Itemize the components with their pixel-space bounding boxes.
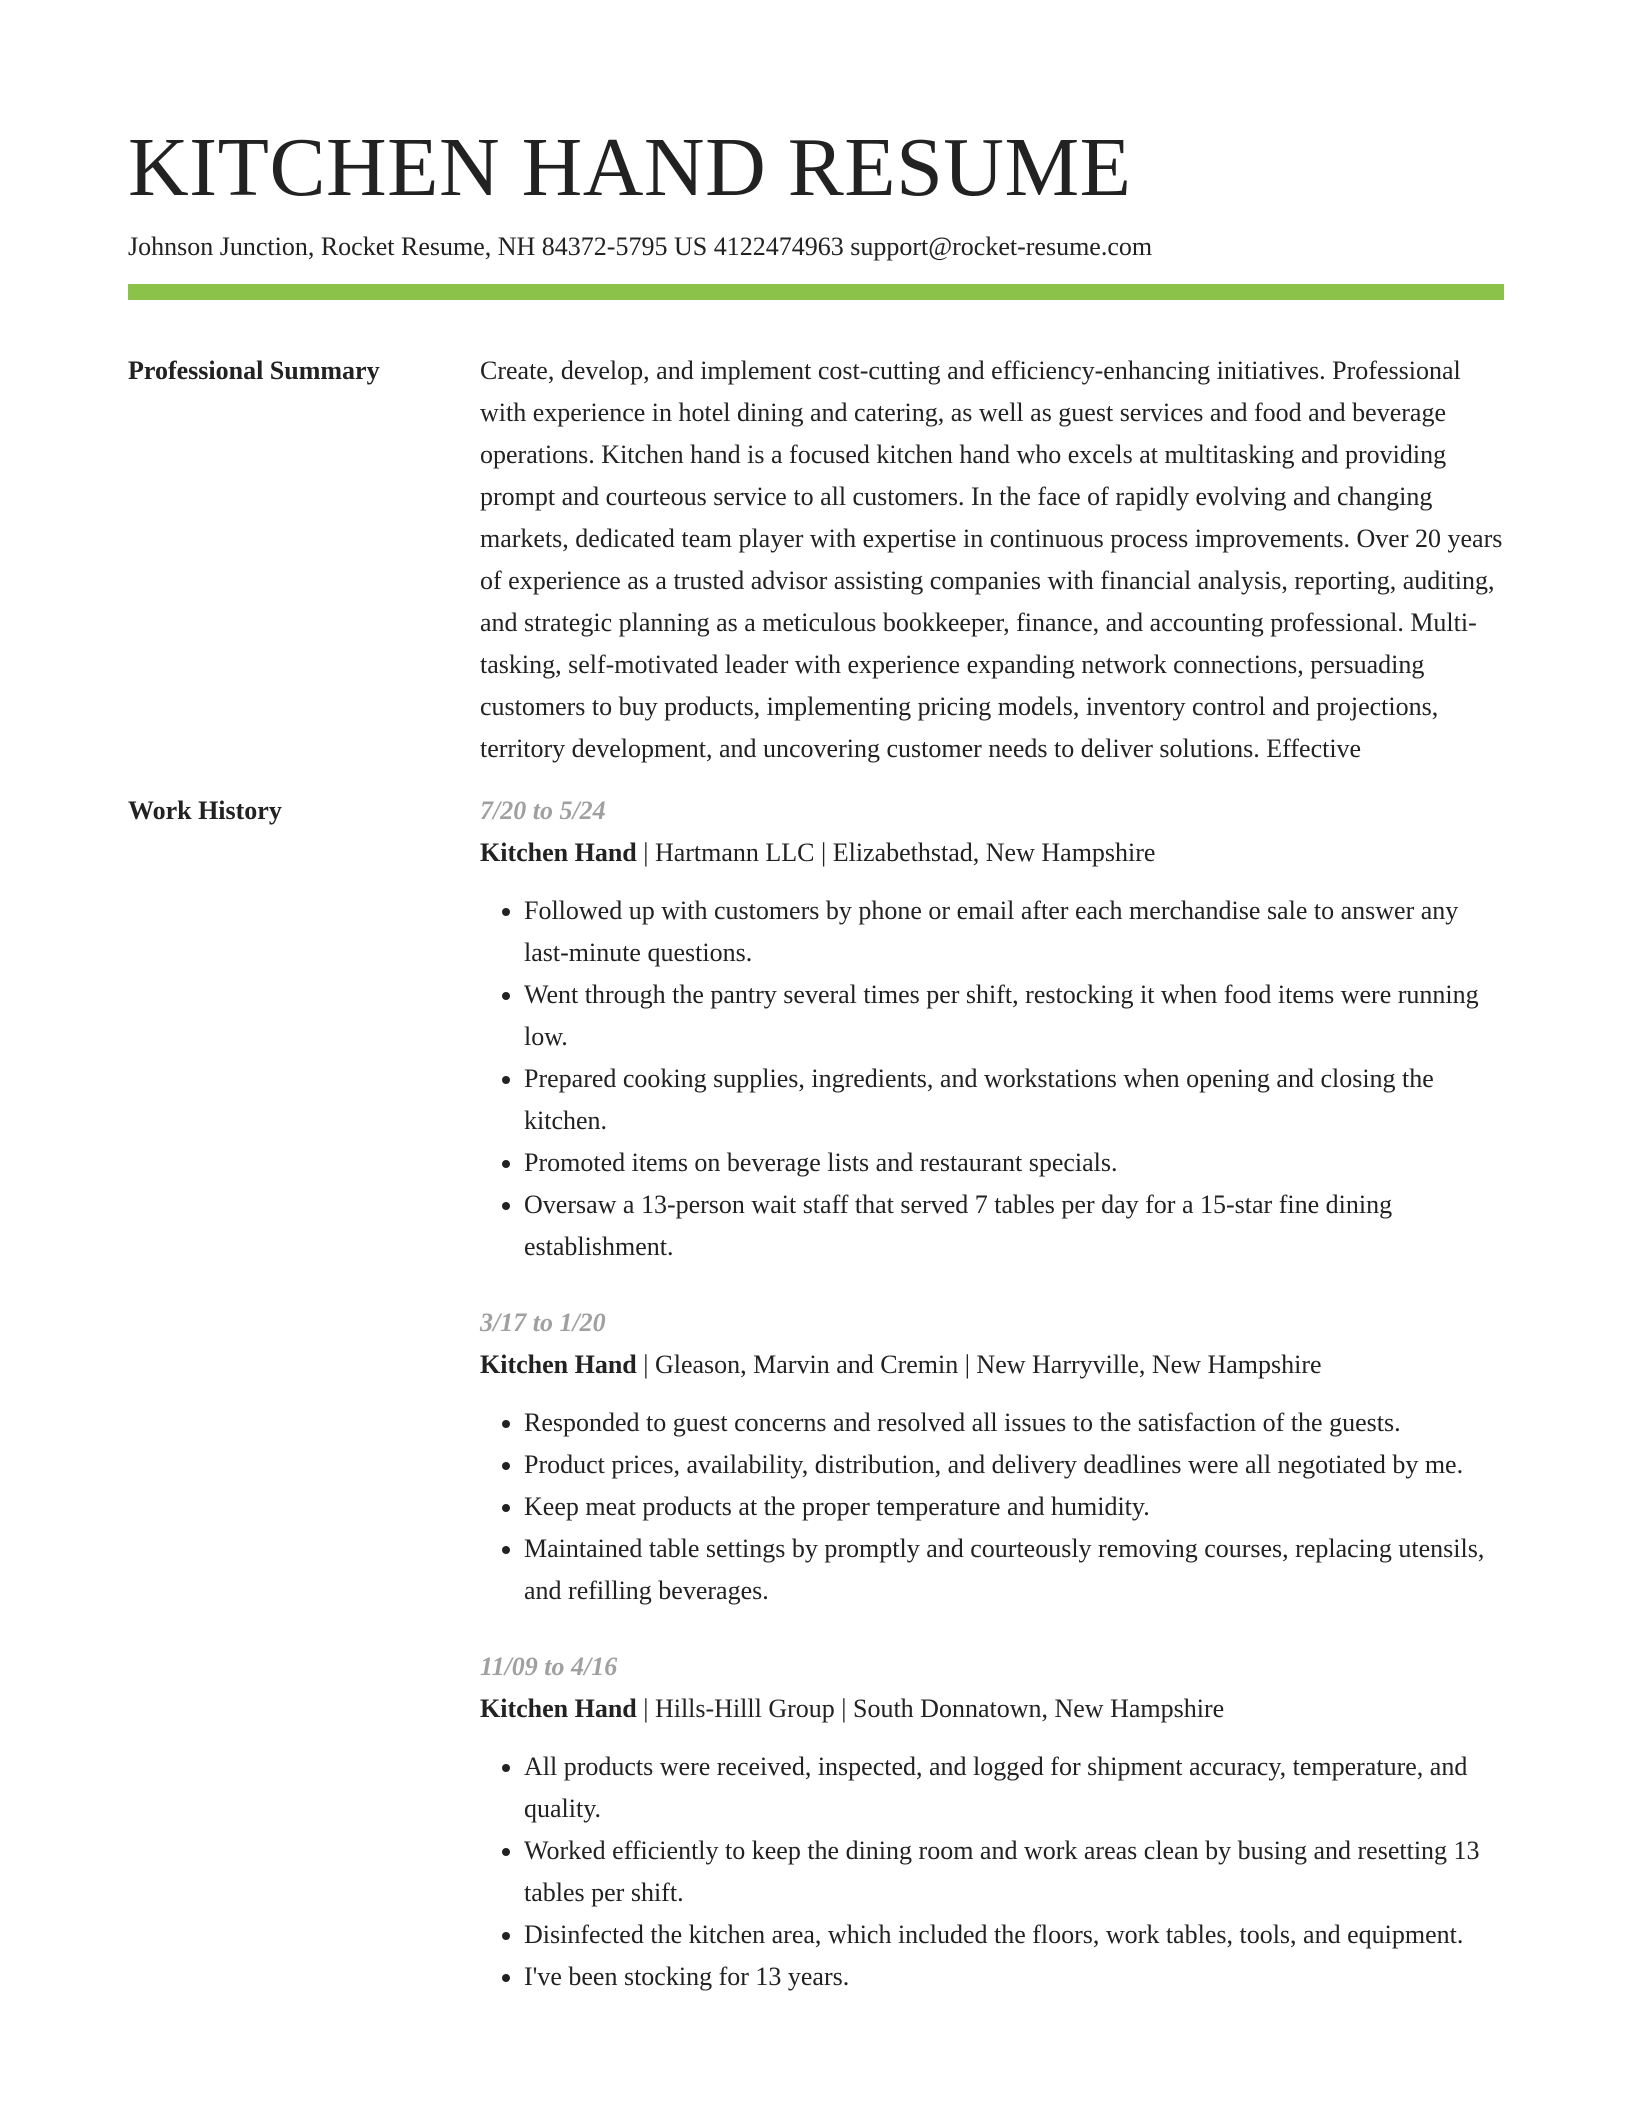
contact-phone: 4122474963 — [713, 232, 844, 261]
section-label-professional-summary: Professional Summary — [128, 356, 380, 385]
job-bullet: • Maintained table settings by promptly and courteously removing courses, replacing utensils, and refilling beverages. — [524, 1528, 1504, 1612]
job-bullet: • Worked efficiently to keep the dining room and work areas clean by busing and resetting 13 tables per shift. — [524, 1830, 1504, 1914]
job-details: | Hartmann LLC | Elizabethstad, New Hampshire — [636, 838, 1156, 867]
header-accent-bar — [128, 284, 1504, 300]
job-title: Kitchen Hand — [480, 1350, 637, 1379]
job-header — [480, 832, 1504, 874]
job-bullet: • Promoted items on beverage lists and restaurant specials. — [524, 1142, 1504, 1184]
summary-text: Create, develop, and implement cost-cutting and efficiency-enhancing initiatives. Professional with experience in hotel dining and catering, as well as guest services and food and beverage operations. Kitchen hand is a focused kitchen hand who excels at multitasking and providing prompt and courteous service to all customers. In the face of rapidly evolving and changing markets, dedicated team player with expertise in continuous process improvements. Over 20 years of experience as a trusted advisor assisting companies with financial analysis, reporting, auditing, and strategic planning as a meticulous bookkeeper, finance, and accounting professional. Multi-tasking, self-motivated leader with experience expanding network connections, persuading customers to buy products, implementing pricing models, inventory control and projections, territory development, and uncovering customer needs to deliver solutions. Effective — [480, 356, 1503, 763]
summary-body — [480, 350, 1504, 770]
job-entry — [480, 1302, 1504, 1612]
job-title: Kitchen Hand — [480, 1694, 637, 1723]
job-bullet-list — [480, 890, 1504, 1268]
job-dates: 7/20 to 5/24 — [480, 796, 606, 825]
resume-title: KITCHEN HAND RESUME — [128, 121, 1132, 214]
job-bullet: • Keep meat products at the proper temperature and humidity. — [524, 1486, 1504, 1528]
job-bullet: • Oversaw a 13-person wait staff that served 7 tables per day for a 15-star fine dining establishment. — [524, 1184, 1504, 1268]
job-header — [480, 1688, 1504, 1730]
job-entry — [480, 790, 1504, 1268]
job-bullet: • Prepared cooking supplies, ingredients, and workstations when opening and closing the kitchen. — [524, 1058, 1504, 1142]
section-label-work-history: Work History — [128, 796, 282, 825]
job-bullet: • All products were received, inspected, and logged for shipment accuracy, temperature, and quality. — [524, 1746, 1504, 1830]
work-history-section — [128, 790, 1504, 2032]
job-bullet-list — [480, 1402, 1504, 1612]
job-entry — [480, 1646, 1504, 1998]
job-bullet: • Followed up with customers by phone or email after each merchandise sale to answer any last-minute questions. — [524, 890, 1504, 974]
job-details: | Gleason, Marvin and Cremin | New Harryville, New Hampshire — [636, 1350, 1322, 1379]
job-title: Kitchen Hand — [480, 838, 637, 867]
job-bullet: • Went through the pantry several times per shift, restocking it when food items were running low. — [524, 974, 1504, 1058]
contact-email: support@rocket-resume.com — [850, 232, 1153, 261]
job-dates: 11/09 to 4/16 — [480, 1652, 618, 1681]
job-bullet-list — [480, 1746, 1504, 1998]
contact-line — [128, 230, 1504, 264]
job-bullet: • Responded to guest concerns and resolved all issues to the satisfaction of the guests. — [524, 1402, 1504, 1444]
job-header — [480, 1344, 1504, 1386]
job-dates: 3/17 to 1/20 — [480, 1308, 606, 1337]
professional-summary-section — [128, 350, 1504, 770]
job-details: | Hills-Hilll Group | South Donnatown, New Hampshire — [636, 1694, 1225, 1723]
job-bullet: • Product prices, availability, distribution, and delivery deadlines were all negotiated by me. — [524, 1444, 1504, 1486]
work-history-body — [480, 790, 1504, 2032]
job-bullet: • Disinfected the kitchen area, which included the floors, work tables, tools, and equipment. — [524, 1914, 1504, 1956]
contact-address: Johnson Junction, Rocket Resume, NH 84372-5795 US — [128, 232, 708, 261]
job-bullet: • I've been stocking for 13 years. — [524, 1956, 1504, 1998]
resume-page — [128, 118, 1504, 2032]
